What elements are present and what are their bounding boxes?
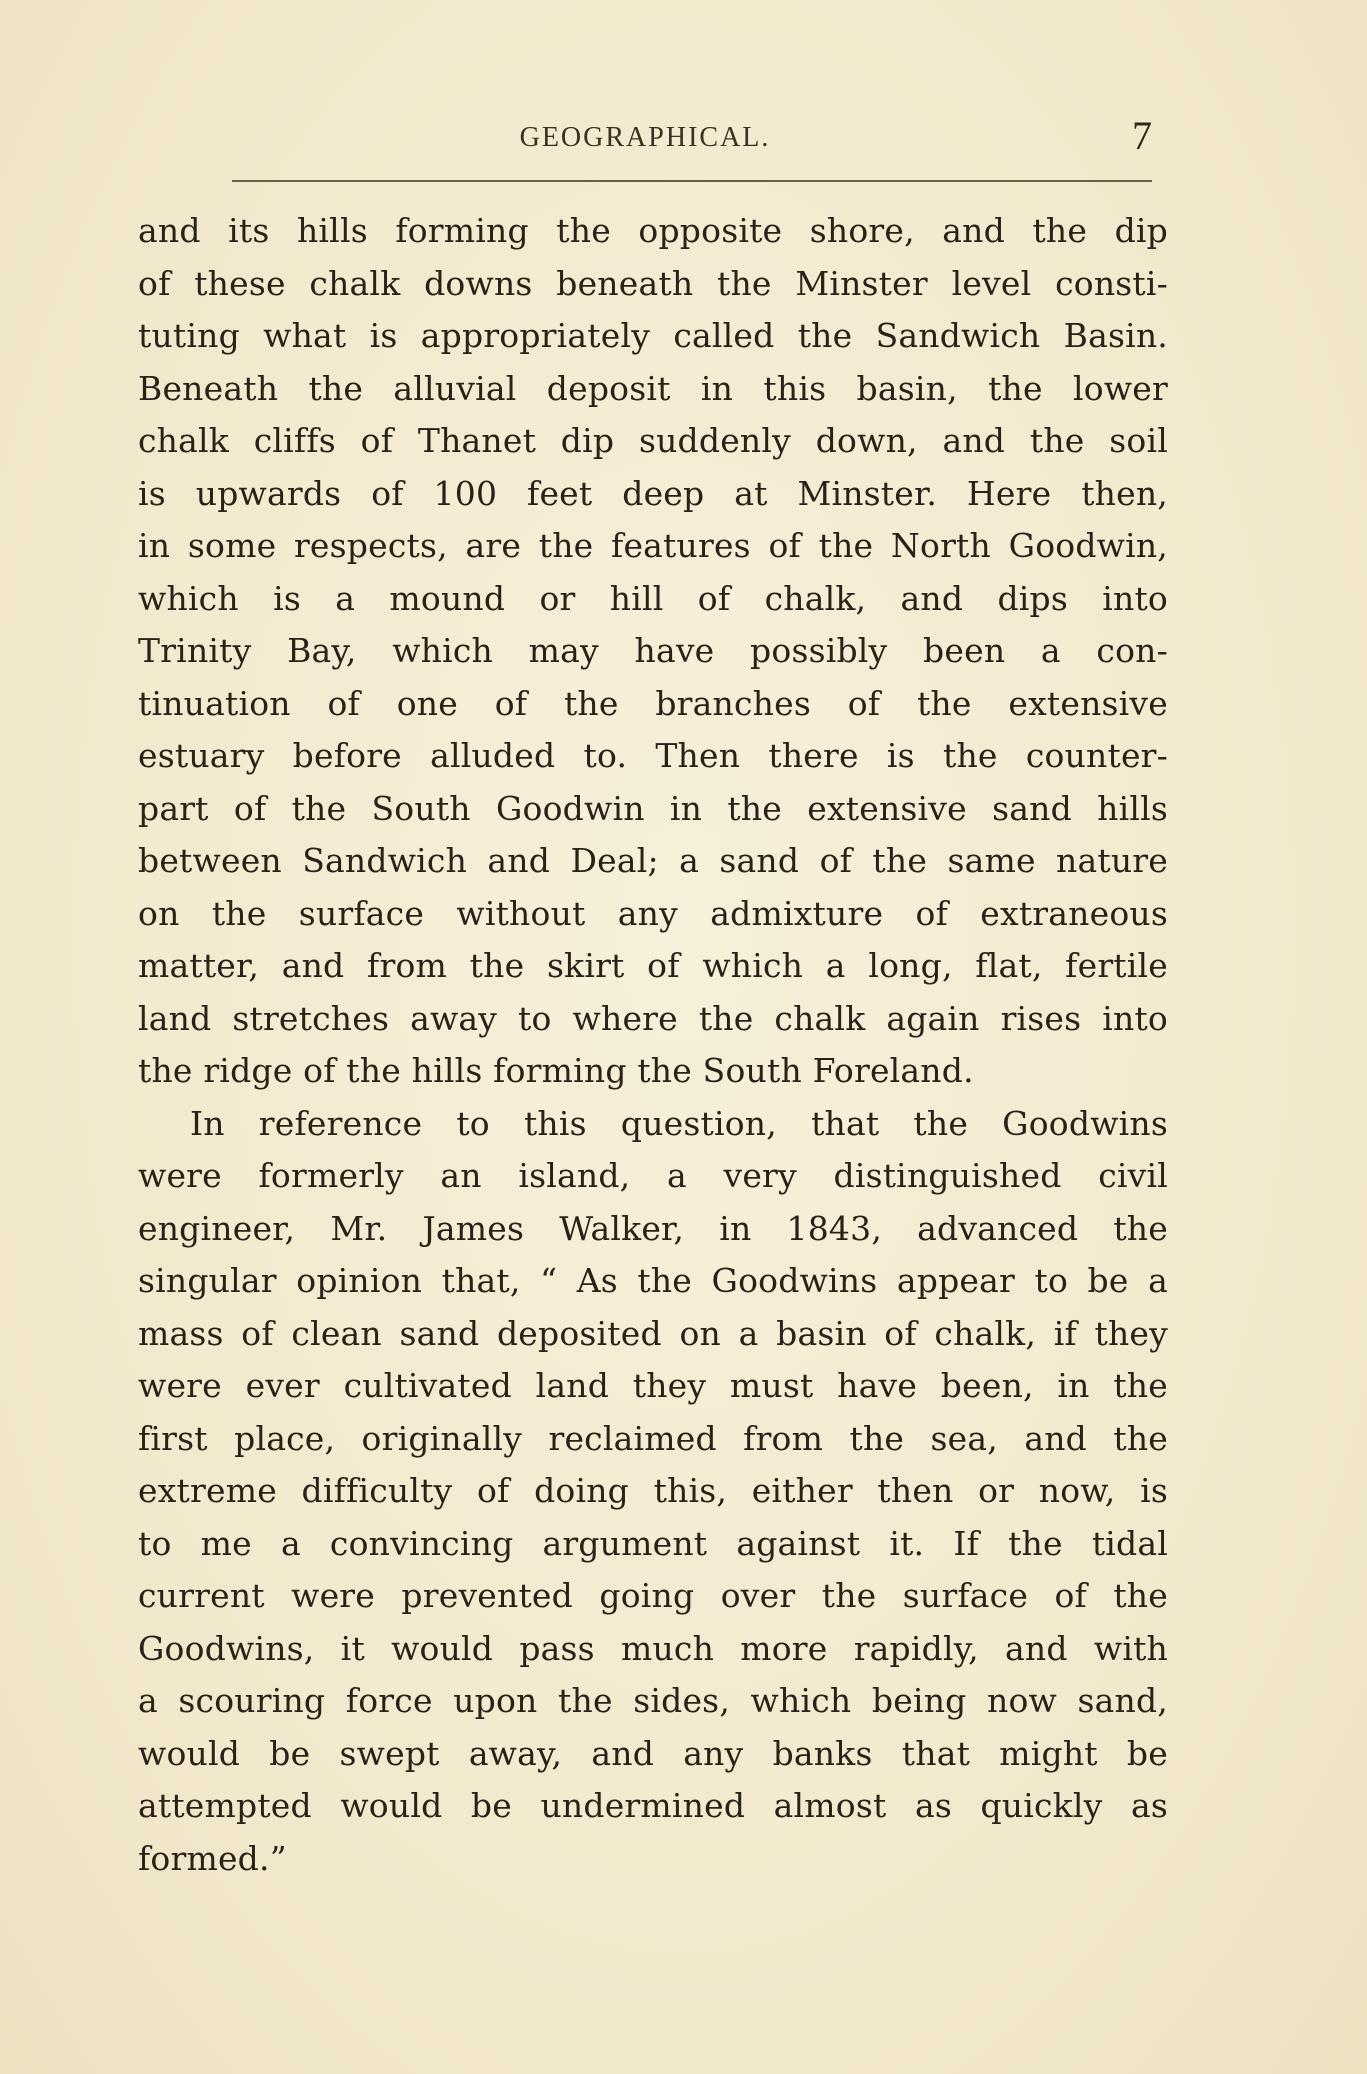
text-line: of these chalk downs beneath the Minster level consti- bbox=[138, 263, 1168, 303]
text-line: a scouring force upon the sides, which being now sand, bbox=[138, 1681, 1168, 1720]
text-line: land stretches away to where the chalk again rises into bbox=[138, 998, 1168, 1038]
text-line: matter, and from the skirt of which a long, flat, fertile bbox=[138, 946, 1168, 985]
text-line: current were prevented going over the surface of the bbox=[138, 1576, 1168, 1615]
text-line: were formerly an island, a very distinguished civil bbox=[138, 1156, 1168, 1195]
text-line: chalk cliffs of Thanet dip suddenly down, and the soil bbox=[138, 421, 1168, 460]
text-line: the ridge of the hills forming the South Foreland. bbox=[138, 1051, 974, 1090]
running-head: GEOGRAPHICAL. bbox=[519, 122, 771, 153]
text-line: which is a mound or hill of chalk, and dips into bbox=[138, 578, 1168, 618]
page-number: 7 bbox=[1132, 113, 1152, 158]
text-line: in some respects, are the features of the North Goodwin, bbox=[138, 526, 1168, 565]
header-rule bbox=[232, 180, 1152, 182]
text-line: to me a convincing argument against it. If the tidal bbox=[138, 1523, 1168, 1563]
paragraph-2 bbox=[138, 1098, 1168, 1886]
text-line: Beneath the alluvial deposit in this basin, the lower bbox=[138, 368, 1168, 408]
text-line: formed.” bbox=[138, 1838, 287, 1878]
text-line: In reference to this question, that the Goodwins bbox=[190, 1103, 1168, 1143]
text-line: part of the South Goodwin in the extensive sand hills bbox=[138, 788, 1168, 828]
text-line: on the surface without any admixture of extraneous bbox=[138, 893, 1168, 933]
text-line: mass of clean sand deposited on a basin of chalk, if they bbox=[138, 1313, 1168, 1353]
text-line: Goodwins, it would pass much more rapidly, and with bbox=[138, 1628, 1168, 1668]
paragraph-1 bbox=[138, 205, 1168, 1098]
text-line: tuting what is appropriately called the Sandwich Basin. bbox=[138, 316, 1168, 355]
text-line: between Sandwich and Deal; a sand of the same nature bbox=[138, 841, 1168, 880]
text-line: engineer, Mr. James Walker, in 1843, advanced the bbox=[138, 1208, 1168, 1248]
text-line: were ever cultivated land they must have been, in the bbox=[138, 1366, 1168, 1405]
text-line: would be swept away, and any banks that might be bbox=[138, 1733, 1168, 1773]
text-line: first place, originally reclaimed from the sea, and the bbox=[138, 1418, 1168, 1458]
text-line: and its hills forming the opposite shore, and the dip bbox=[138, 211, 1168, 250]
text-line: tinuation of one of the branches of the extensive bbox=[138, 683, 1168, 723]
text-line: extreme difficulty of doing this, either then or now, is bbox=[138, 1471, 1168, 1510]
text-line: Trinity Bay, which may have possibly been a con- bbox=[138, 631, 1168, 670]
body-text bbox=[138, 205, 1168, 1885]
text-line: is upwards of 100 feet deep at Minster. Here then, bbox=[138, 473, 1168, 513]
text-line: estuary before alluded to. Then there is the counter- bbox=[138, 736, 1168, 775]
page-header bbox=[138, 112, 1152, 162]
text-line: attempted would be undermined almost as quickly as bbox=[138, 1786, 1168, 1825]
text-line: singular opinion that, “ As the Goodwins appear to be a bbox=[138, 1261, 1168, 1300]
